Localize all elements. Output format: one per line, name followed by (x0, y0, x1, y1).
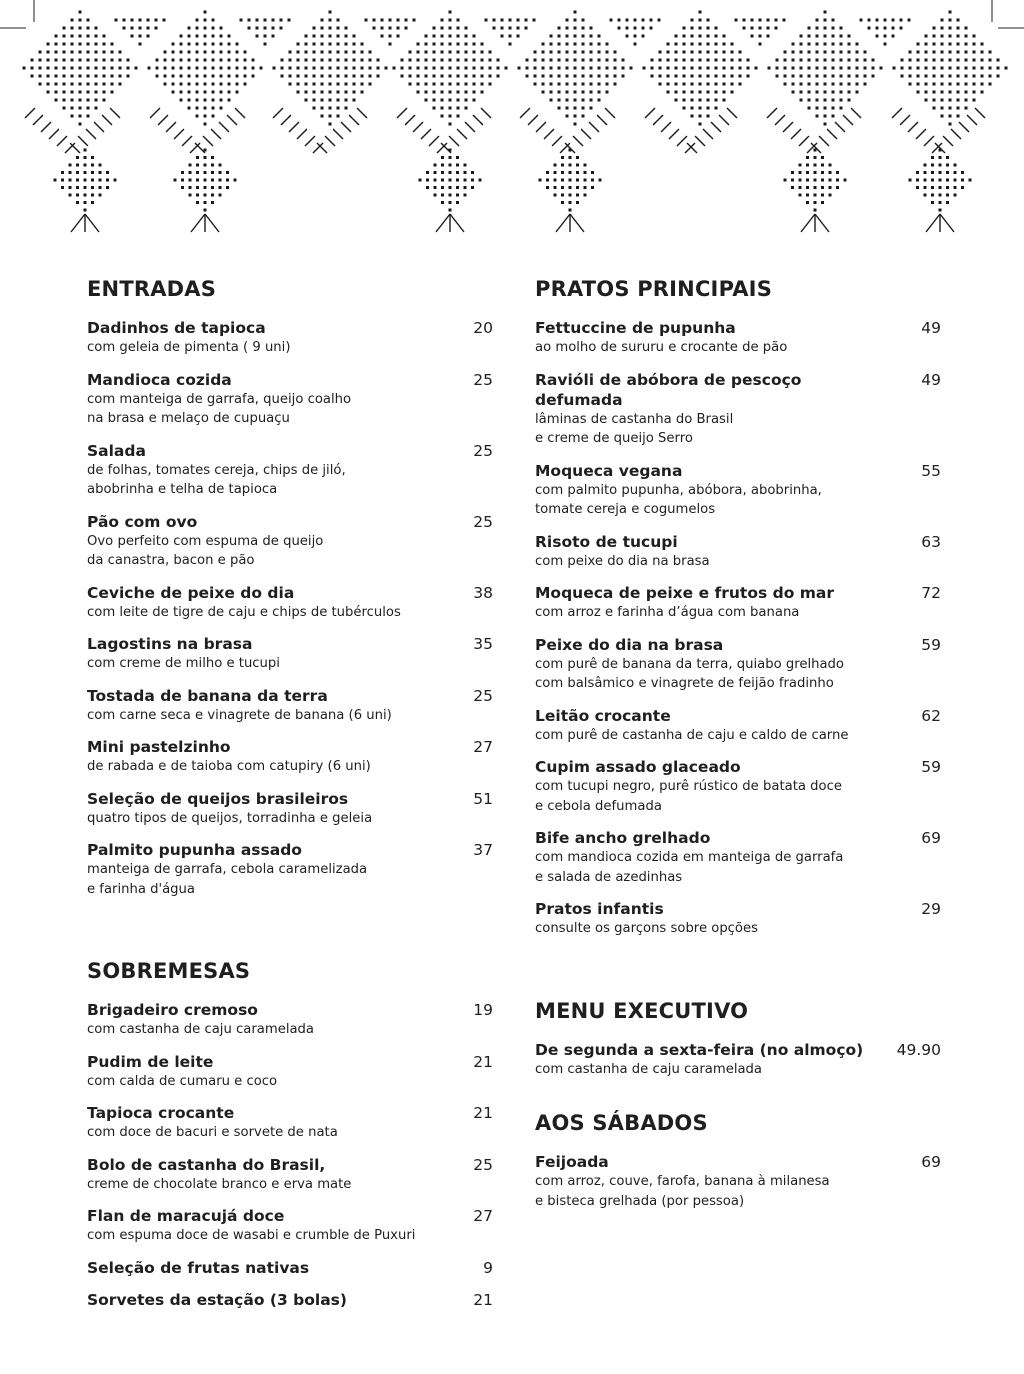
item-name: Dadinhos de tapioca (87, 319, 266, 337)
item-name: Moqueca de peixe e frutos do mar (535, 584, 834, 602)
item-description: com creme de milho e tucupi (87, 656, 280, 671)
item-description: com geleia de pimenta ( 9 uni) (87, 340, 291, 355)
menu-item (87, 686, 493, 726)
item-name: Pratos infantis (535, 900, 664, 918)
item-price: 62 (921, 706, 941, 725)
item-name: Leitão crocante (535, 706, 671, 725)
menu-item (535, 828, 941, 887)
menu-item (535, 635, 941, 694)
section-sobremesas (87, 959, 493, 1310)
section-title: MENU EXECUTIVO (535, 998, 749, 1023)
item-name: Peixe do dia na brasa (535, 635, 724, 654)
item-price: 59 (921, 758, 941, 776)
section-title: AOS SÁBADOS (535, 1111, 708, 1135)
item-description: com castanha de caju caramelada (535, 1061, 763, 1077)
item-price: 21 (473, 1290, 493, 1309)
item-name: Tostada de banana da terra (87, 686, 328, 705)
item-price: 25 (473, 686, 493, 705)
item-price: 25 (473, 1155, 493, 1174)
menu-item (87, 512, 493, 571)
menu-item (535, 757, 941, 816)
item-name: Ceviche de peixe do dia (87, 583, 295, 602)
item-list (535, 1040, 941, 1080)
menu-item (87, 789, 493, 829)
item-description: com espuma doce de wasabi e crumble de Puxuri (87, 1228, 416, 1243)
item-description: com calda de cumaru e coco (87, 1073, 278, 1089)
item-name: Cupim assado glaceado (535, 758, 741, 776)
menu-item (535, 583, 941, 623)
menu-item (87, 1103, 493, 1143)
item-description: com castanha de caju caramelada (87, 1022, 315, 1037)
item-name: Seleção de queijos brasileiros (87, 789, 349, 808)
item-name: Ravióli de abóbora de pescoço defumada (535, 370, 802, 409)
item-price: 25 (473, 512, 493, 531)
item-price: 20 (473, 319, 493, 337)
menu-item (87, 441, 493, 500)
item-name: Lagostins na brasa (87, 635, 253, 653)
item-price: 29 (921, 900, 941, 918)
item-name: Risoto de tucupi (535, 532, 678, 551)
menu-item (87, 840, 493, 899)
item-description: com mandioca cozida em manteiga de garrafa e salada de azedinhas (535, 850, 844, 885)
item-price: 72 (921, 584, 941, 602)
item-description: com peixe do dia na brasa (535, 553, 710, 569)
section-aos-sabados (535, 1111, 941, 1211)
section-menu-executivo (535, 999, 941, 1080)
menu-item (535, 899, 941, 939)
item-name: Pudim de leite (87, 1052, 214, 1071)
item-price: 59 (921, 635, 941, 654)
item-price: 25 (473, 441, 493, 460)
item-price: 25 (473, 370, 493, 389)
item-description: manteiga de garrafa, cebola caramelizada e farinha d'água (87, 862, 368, 897)
item-name: Bolo de castanha do Brasil, (87, 1155, 326, 1174)
menu-item (535, 1152, 941, 1211)
item-description: com tucupi negro, purê rústico de batata doce e cebola defumada (535, 779, 842, 814)
item-description: com purê de castanha de caju e caldo de carne (535, 727, 849, 743)
section-title: PRATOS PRINCIPAIS (535, 277, 773, 301)
item-price: 49 (921, 319, 941, 337)
item-name: Brigadeiro cremoso (87, 1001, 258, 1019)
item-price: 21 (473, 1104, 493, 1122)
item-name: Tapioca crocante (87, 1104, 235, 1122)
section-title: ENTRADAS (87, 277, 217, 301)
item-list (535, 1152, 941, 1211)
item-name: Moqueca vegana (535, 461, 683, 480)
item-price: 55 (921, 461, 941, 480)
menu-item (87, 1000, 493, 1040)
item-name: Flan de maracujá doce (87, 1207, 285, 1225)
item-name: Salada (87, 441, 146, 460)
menu-item (535, 706, 941, 746)
item-description: com doce de bacuri e sorvete de nata (87, 1125, 338, 1140)
menu-item (87, 370, 493, 429)
item-name: Feijoada (535, 1153, 609, 1171)
decorative-pattern (0, 0, 1024, 245)
item-description: com carne seca e vinagrete de banana (6 uni) (87, 707, 392, 723)
item-price: 21 (473, 1052, 493, 1071)
item-list (87, 1000, 493, 1310)
menu-item (87, 1155, 493, 1195)
item-description: Ovo perfeito com espuma de queijo da canastra, bacon e pão (87, 533, 324, 568)
item-description: quatro tipos de queijos, torradinha e geleia (87, 810, 373, 826)
item-name: Bife ancho grelhado (535, 829, 711, 847)
menu-item (87, 1052, 493, 1092)
item-description: com arroz, couve, farofa, banana à milanesa e bisteca grelhada (por pessoa) (535, 1174, 830, 1209)
menu-item (535, 318, 941, 358)
item-price: 35 (473, 635, 493, 653)
item-name: Mandioca cozida (87, 370, 232, 389)
item-price: 69 (921, 829, 941, 847)
item-price: 49 (921, 370, 941, 389)
item-price: 69 (921, 1153, 941, 1171)
item-price: 38 (473, 583, 493, 602)
item-list (535, 318, 941, 939)
item-description: com manteiga de garrafa, queijo coalho na brasa e melaço de cupuaçu (87, 391, 352, 426)
item-price: 51 (473, 789, 493, 808)
item-name: De segunda a sexta-feira (no almoço) (535, 1040, 864, 1059)
item-name: Palmito pupunha assado (87, 841, 302, 859)
menu-item (87, 634, 493, 674)
menu-item (535, 532, 941, 572)
item-description: com arroz e farinha d’água com banana (535, 605, 800, 620)
item-description: de folhas, tomates cereja, chips de jiló, abobrinha e telha de tapioca (87, 462, 346, 497)
item-description: lâminas de castanha do Brasil e creme de queijo Serro (535, 411, 734, 446)
menu-item (87, 318, 493, 358)
item-description: creme de chocolate branco e erva mate (87, 1176, 352, 1192)
section-pratos-principais (535, 277, 941, 939)
item-name: Mini pastelzinho (87, 738, 231, 756)
menu-item (535, 461, 941, 520)
section-title: SOBREMESAS (87, 959, 251, 983)
item-name: Fettuccine de pupunha (535, 319, 736, 337)
item-price: 9 (483, 1258, 493, 1277)
item-price: 49.90 (896, 1040, 941, 1059)
item-description: com purê de banana da terra, quiabo grelhado com balsâmico e vinagrete de feijão fradinho (535, 656, 844, 691)
item-description: com leite de tigre de caju e chips de tubérculos (87, 604, 401, 620)
item-price: 37 (473, 841, 493, 859)
item-description: ao molho de sururu e crocante de pão (535, 340, 788, 355)
section-entradas (87, 277, 493, 899)
left-column (87, 277, 493, 1322)
item-name: Seleção de frutas nativas (87, 1258, 310, 1277)
item-description: com palmito pupunha, abóbora, abobrinha, tomate cereja e cogumelos (535, 482, 822, 517)
menu-item (87, 583, 493, 623)
item-price: 27 (473, 738, 493, 756)
item-description: consulte os garçons sobre opções (535, 921, 758, 936)
item-price: 19 (473, 1001, 493, 1019)
menu-item (87, 1206, 493, 1246)
menu-item (535, 1040, 941, 1080)
item-price: 63 (921, 532, 941, 551)
menu-item (535, 370, 941, 449)
menu-item (87, 1258, 493, 1278)
item-name: Pão com ovo (87, 512, 198, 531)
menu-item (87, 1290, 493, 1310)
menu-item (87, 737, 493, 777)
item-description: de rabada e de taioba com catupiry (6 uni) (87, 759, 371, 774)
item-list (87, 318, 493, 899)
item-price: 27 (473, 1207, 493, 1225)
right-column (535, 277, 941, 1223)
item-name: Sorvetes da estação (3 bolas) (87, 1290, 347, 1309)
